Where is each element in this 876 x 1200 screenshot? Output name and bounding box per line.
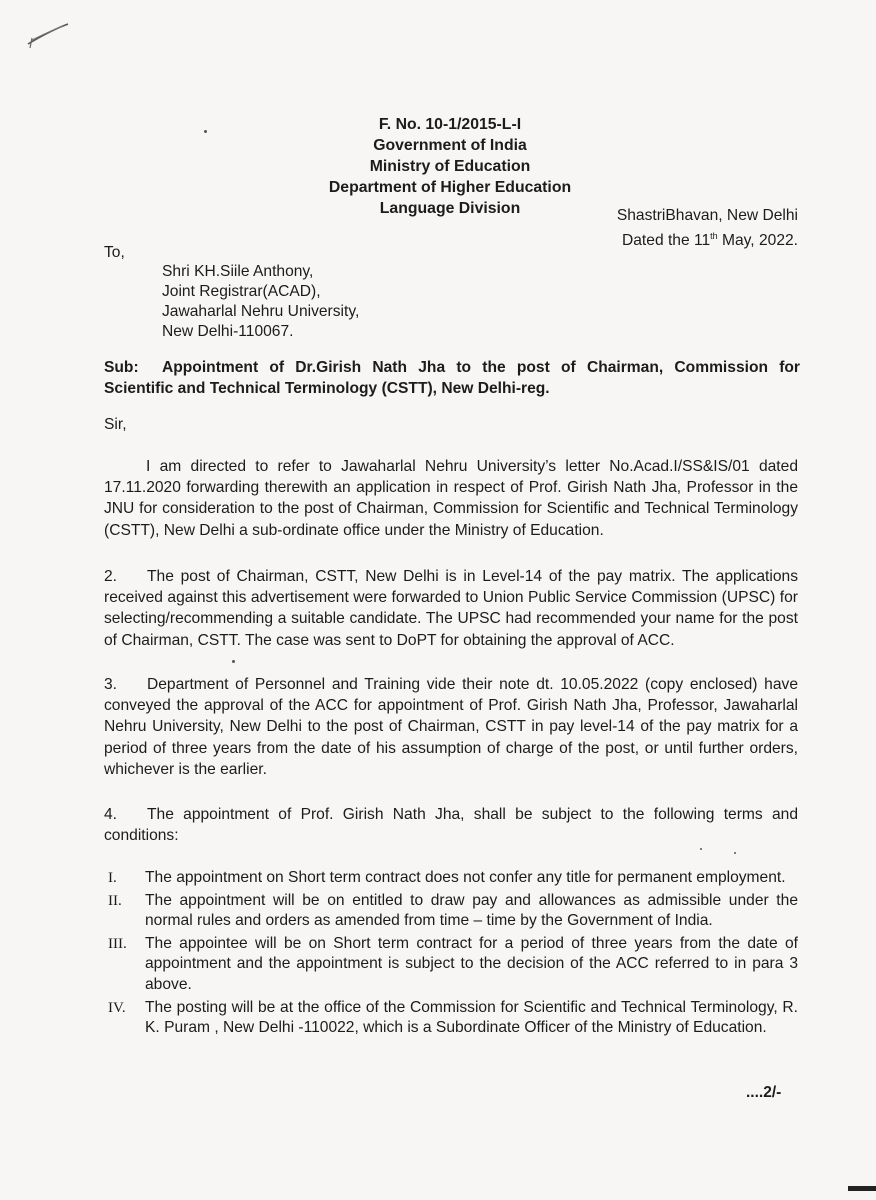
paragraph-4: 4. The appointment of Prof. Girish Nath Jha, shall be subject to the following terms and conditions: [104,806,798,845]
to-label: To, [104,244,125,261]
scan-edge-mark [848,1186,876,1191]
ministry-name: Ministry of Education [369,158,531,175]
date: Dated the 11th May, 2022. [622,231,798,250]
addressee-name: Shri KH.Siile Anthony, [162,263,314,280]
department-name: Department of Higher Education [328,179,572,196]
file-number: F. No. 10-1/2015-L-I [378,116,522,133]
scan-speck [204,130,207,133]
letter-header [0,114,876,219]
subject-label: Sub: [104,359,139,376]
govt-of-india: Government of India [373,137,527,154]
addressee-designation: Joint Registrar(ACAD), [162,283,321,300]
scan-speck [734,852,736,854]
terms-list [104,868,798,1041]
paragraph-1: I am directed to refer to Jawaharlal Nehru University’s letter No.Acad.I/SS&IS/01 dated 17.11.2020 forwarding therewith an application in respect of Prof. Girish Nath Jha, Professor in the JNU for consideration to the post of Chairman, Commission for Scientific and Technical Terminology (CSTT), New Delhi a sub-ordinate office under the Ministry of Education. [104,458,798,539]
subject-line [104,357,800,399]
place-and-date [606,206,798,251]
subject-text: Appointment of Dr.Girish Nath Jha to the post of Chairman, Commission for Scientific and Technical Terminology (CSTT), New Delhi-reg. [104,359,800,397]
place: ShastriBhavan, New Delhi [616,207,798,224]
addressee-organisation: Jawaharlal Nehru University, [162,303,360,320]
term-item: IV. The posting will be at the office of the Commission for Scientific and Technical Terminology, R. K. Puram , New Delhi -110022, which is a Subordinate Officer of the Ministry of Education. [108,998,798,1037]
addressee-block [162,262,359,342]
term-item: II. The appointment will be on entitled to draw pay and allowances as admissible under the normal rules and orders as amended from time – time by the Government of India. [108,891,798,930]
page-continuation: ....2/- [746,1084,782,1101]
scan-speck [700,848,702,850]
scan-speck [232,660,235,663]
addressee-city: New Delhi-110067. [162,323,294,340]
term-item: III. The appointee will be on Short term contract for a period of three years from the date of appointment and the appointment is subject to the decision of the ACC referred to in para 3 above. [108,934,798,993]
paragraph-2: 2. The post of Chairman, CSTT, New Delhi is in Level-14 of the pay matrix. The applications received against this advertisement were forwarded to Union Public Service Commission (UPSC) for selecting/recommending a suitable candidate. The UPSC had recommended your name for the post of Chairman, CSTT. The case was sent to DoPT for obtaining the approval of ACC. [104,568,798,649]
salutation: Sir, [104,416,127,433]
paragraph-3: 3. Department of Personnel and Training vide their note dt. 10.05.2022 (copy enclosed) have conveyed the approval of the ACC for appointment of Prof. Girish Nath Jha, Professor, Jawaharlal Nehru University, New Delhi to the post of Chairman, CSTT in pay level-14 of the pay matrix for a period of three years from the date of his assumption of charge of the post, or until further orders, whichever is the earlier. [104,676,798,778]
division-name: Language Division [379,200,521,217]
term-item: I. The appointment on Short term contract does not confer any title for permanent employment. [108,869,786,886]
pen-tick-mark-icon [26,18,70,52]
